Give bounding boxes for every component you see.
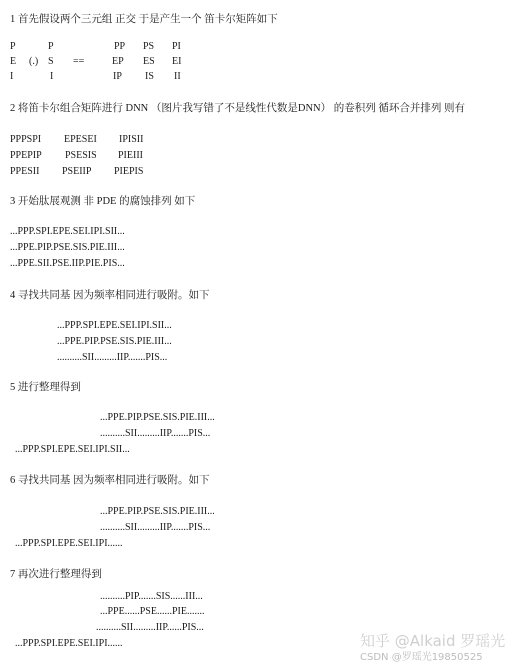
dnn-cell: PPESII xyxy=(10,166,40,177)
matrix-cell: EI xyxy=(172,56,182,67)
matrix-cell: P xyxy=(48,41,54,52)
sequence-line: ...PPE.PIP.PSE.SIS.PIE.III... xyxy=(100,412,215,423)
sequence-line: ...PPE.SII.PSE.IIP.PIE.PIS... xyxy=(10,258,125,269)
matrix-cell: II xyxy=(174,71,181,82)
sequence-line: ..........PIP.......SIS......III... xyxy=(100,591,203,602)
matrix-cell: E xyxy=(10,56,17,67)
sequence-line: ...PPE......PSE......PIE....... xyxy=(100,606,205,617)
dnn-cell: PIEIII xyxy=(118,150,143,161)
matrix-cell: EP xyxy=(112,56,124,67)
section-1-heading: 1 首先假设两个三元组 正交 于是产生一个 笛卡尔矩阵如下 xyxy=(10,14,278,25)
sequence-line: ...PPP.SPI.EPE.SEI.IPI.SII... xyxy=(15,444,130,455)
section-3-heading: 3 开始肽展观测 非 PDE 的腐蚀排列 如下 xyxy=(10,196,196,207)
dnn-cell: IPISII xyxy=(119,134,144,145)
sequence-line: ...PPP.SPI.EPE.SEI.IPI...... xyxy=(15,538,123,549)
matrix-cell: P xyxy=(10,41,16,52)
section-5-heading: 5 进行整理得到 xyxy=(10,382,81,393)
section-2-heading: 2 将笛卡尔组合矩阵进行 DNN （图片我写错了不是线性代数是DNN） 的卷积列 循环合并排列 则有 xyxy=(10,103,465,114)
dnn-cell: PSEIIP xyxy=(62,166,92,177)
zhihu-watermark: 知乎 @Alkaid 罗瑶光 xyxy=(360,632,506,650)
sequence-line: ..........SII.........IIP.......PIS... xyxy=(57,352,168,363)
sequence-line: ...PPP.SPI.EPE.SEI.IPI.SII... xyxy=(57,320,172,331)
matrix-cell: PP xyxy=(114,41,126,52)
matrix-cell: IS xyxy=(145,71,154,82)
section-7-heading: 7 再次进行整理得到 xyxy=(10,569,102,580)
sequence-line: ...PPP.SPI.EPE.SEI.IPI...... xyxy=(15,638,123,649)
dnn-cell: PSESIS xyxy=(65,150,97,161)
dnn-cell: EPESEI xyxy=(64,134,97,145)
dnn-cell: PPEPIP xyxy=(10,150,42,161)
sequence-line: ..........SII.........IIP......PIS... xyxy=(96,622,204,633)
sequence-line: ...PPP.SPI.EPE.SEI.IPI.SII... xyxy=(10,226,125,237)
matrix-cell: IP xyxy=(113,71,122,82)
sequence-line: ..........SII.........IIP.......PIS... xyxy=(100,522,211,533)
csdn-watermark: CSDN @罗瑶光19850525 xyxy=(360,652,483,663)
dnn-cell: PIEPIS xyxy=(114,166,144,177)
matrix-cell: I xyxy=(50,71,54,82)
matrix-operator: (.) xyxy=(29,56,39,67)
matrix-cell: PI xyxy=(172,41,181,52)
matrix-equals: == xyxy=(73,56,85,67)
matrix-cell: ES xyxy=(143,56,155,67)
matrix-cell: PS xyxy=(143,41,155,52)
section-4-heading: 4 寻找共同基 因为频率相同进行吸附。如下 xyxy=(10,290,210,301)
sequence-line: ..........SII.........IIP.......PIS... xyxy=(100,428,211,439)
dnn-cell: PPPSPI xyxy=(10,134,42,145)
sequence-line: ...PPE.PIP.PSE.SIS.PIE.III... xyxy=(10,242,125,253)
sequence-line: ...PPE.PIP.PSE.SIS.PIE.III... xyxy=(100,506,215,517)
matrix-cell: I xyxy=(10,71,14,82)
matrix-cell: S xyxy=(48,56,54,67)
sequence-line: ...PPE.PIP.PSE.SIS.PIE.III... xyxy=(57,336,172,347)
section-6-heading: 6 寻找共同基 因为频率相同进行吸附。如下 xyxy=(10,475,210,486)
